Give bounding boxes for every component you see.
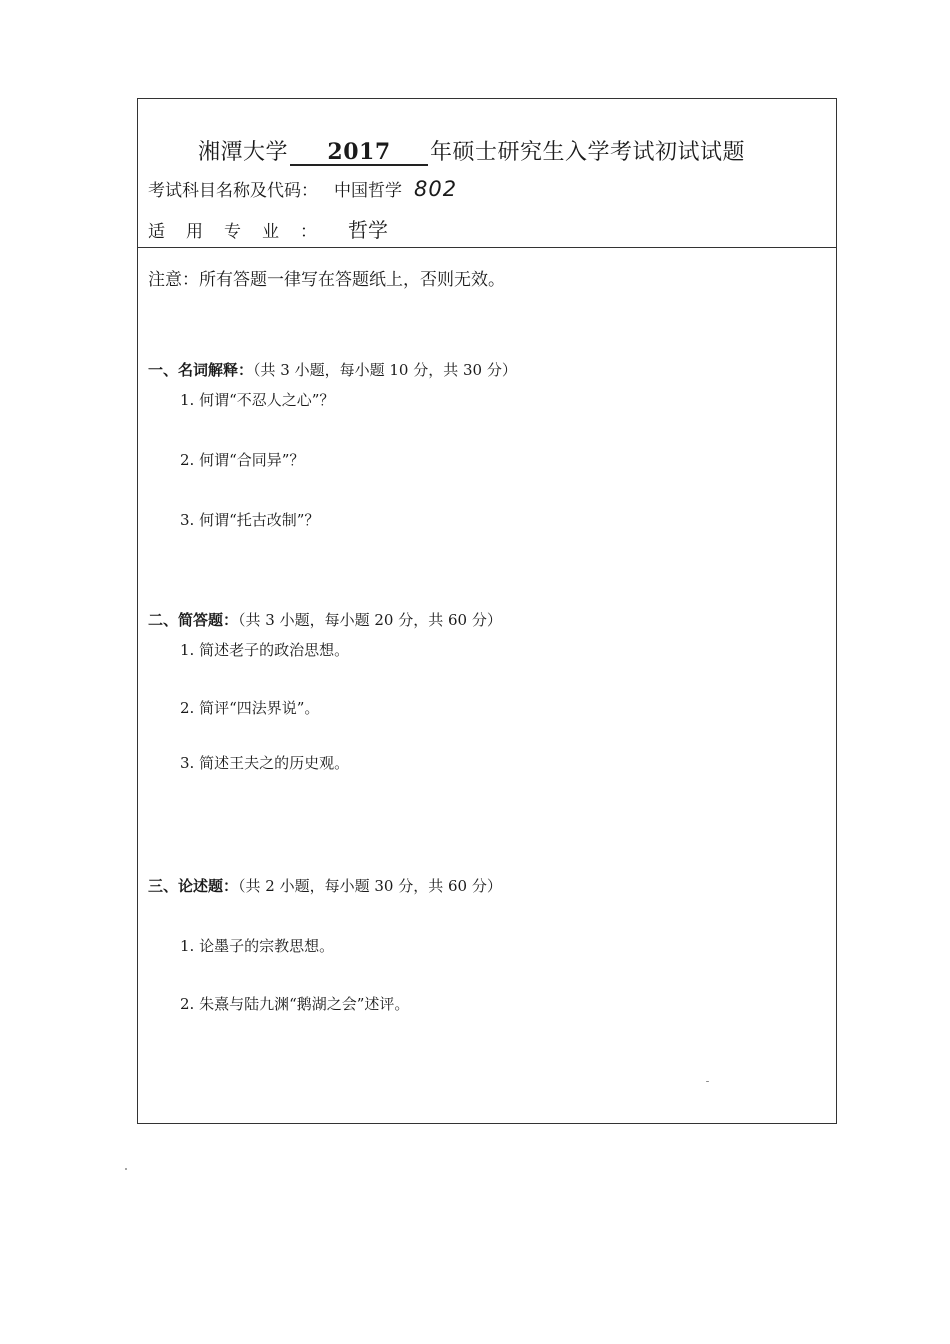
exam-notice: 注意：所有答题一律写在答题纸上，否则无效。 — [148, 270, 505, 290]
exam-sheet — [137, 98, 837, 1124]
scan-speck — [125, 1168, 127, 1170]
question-item: 1. 何谓“不忍人之心”？ — [180, 391, 335, 409]
section-heading: 二、简答题： — [148, 611, 239, 629]
exam-header — [138, 99, 836, 248]
section-heading: 三、论述题： — [148, 877, 239, 895]
title-suffix: 年硕士研究生入学考试初试试题 — [430, 140, 746, 165]
subject-label: 考试科目名称及代码： — [148, 181, 318, 201]
question-item: 1. 简述老子的政治思想。 — [180, 641, 350, 659]
question-item: 2. 何谓“合同异”？ — [180, 451, 305, 469]
exam-year: 2017 — [290, 140, 428, 166]
section-info: （共 3 小题，每小题 20 分，共 60 分） — [238, 611, 502, 629]
university-name: 湘潭大学 — [198, 140, 289, 165]
section-info: （共 2 小题，每小题 30 分，共 60 分） — [238, 877, 502, 895]
major-label: 适用专业： — [148, 222, 338, 242]
question-item: 2. 简评“四法界说”。 — [180, 699, 320, 717]
major-row — [148, 214, 388, 243]
subject-row — [148, 176, 457, 201]
subject-name: 中国哲学 — [334, 181, 402, 201]
section-info: （共 3 小题，每小题 10 分，共 30 分） — [253, 361, 517, 379]
section-title-1 — [148, 359, 517, 380]
scan-speck — [706, 1081, 709, 1082]
question-item: 3. 简述王夫之的历史观。 — [180, 754, 350, 772]
question-item: 1. 论墨子的宗教思想。 — [180, 937, 335, 955]
exam-title — [198, 135, 745, 166]
major-value: 哲学 — [348, 218, 388, 242]
question-item: 2. 朱熹与陆九渊“鹅湖之会”述评。 — [180, 995, 410, 1013]
subject-code: 802 — [414, 177, 458, 201]
section-heading: 一、名词解释： — [148, 361, 254, 379]
question-item: 3. 何谓“托古改制”？ — [180, 511, 320, 529]
section-title-2 — [148, 609, 502, 630]
section-title-3 — [148, 875, 502, 896]
